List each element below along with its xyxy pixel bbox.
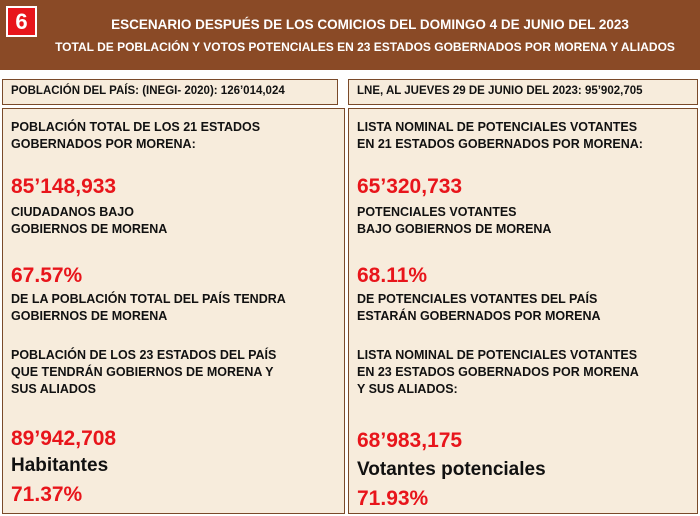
page-subtitle: TOTAL DE POBLACIÓN Y VOTOS POTENCIALES EN 23 ESTADOS GOBERNADOS POR MORENA Y ALIADOS: [55, 40, 675, 54]
voters-panel: [348, 108, 698, 514]
header-bar: [0, 0, 700, 70]
voters-percent-desc: DE POTENCIALES VOTANTES DEL PAÍS ESTARÁN GOBERNADOS POR MORENA: [357, 292, 601, 323]
population-header-box: POBLACIÓN DEL PAÍS: (INEGI- 2020): 126’014,024: [2, 79, 338, 105]
population-panel: [2, 108, 345, 514]
population-23-states-value: 89’942,708: [11, 427, 117, 450]
population-23-percent-value: 71.37%: [11, 483, 83, 506]
population-21-states-value: 85’148,933: [11, 175, 117, 198]
population-21-states-desc: CIUDADANOS BAJO GOBIERNOS DE MORENA: [11, 205, 168, 236]
voters-23-states-label: LISTA NOMINAL DE POTENCIALES VOTANTES EN 23 ESTADOS GOBERNADOS POR MORENA Y SUS ALIADOS:: [357, 348, 639, 396]
population-percent-desc: DE LA POBLACIÓN TOTAL DEL PAÍS TENDRA GOBIERNOS DE MORENA: [11, 292, 286, 323]
voters-23-percent-value: 71.93%: [357, 487, 429, 510]
population-23-states-label: POBLACIÓN DE LOS 23 ESTADOS DEL PAÍS QUE TENDRÁN GOBIERNOS DE MORENA Y SUS ALIADOS: [11, 348, 277, 396]
population-unit-label: Habitantes: [11, 455, 109, 476]
slide-number-badge: 6: [6, 6, 37, 37]
voters-unit-label: Votantes potenciales: [357, 459, 546, 480]
population-21-states-label: POBLACIÓN TOTAL DE LOS 21 ESTADOS GOBERNADOS POR MORENA:: [11, 120, 261, 151]
voters-percent-value: 68.11%: [357, 264, 428, 287]
voters-23-states-value: 68’983,175: [357, 429, 463, 452]
voters-21-states-label: LISTA NOMINAL DE POTENCIALES VOTANTES EN 21 ESTADOS GOBERNADOS POR MORENA:: [357, 120, 643, 151]
page-title: ESCENARIO DESPUÉS DE LOS COMICIOS DEL DOMINGO 4 DE JUNIO DEL 2023: [111, 17, 629, 32]
voters-21-states-desc: POTENCIALES VOTANTES BAJO GOBIERNOS DE MORENA: [357, 205, 552, 236]
lne-header-box: LNE, AL JUEVES 29 DE JUNIO DEL 2023: 95’902,705: [348, 79, 698, 105]
population-percent-value: 67.57%: [11, 264, 83, 287]
voters-21-states-value: 65’320,733: [357, 175, 463, 198]
